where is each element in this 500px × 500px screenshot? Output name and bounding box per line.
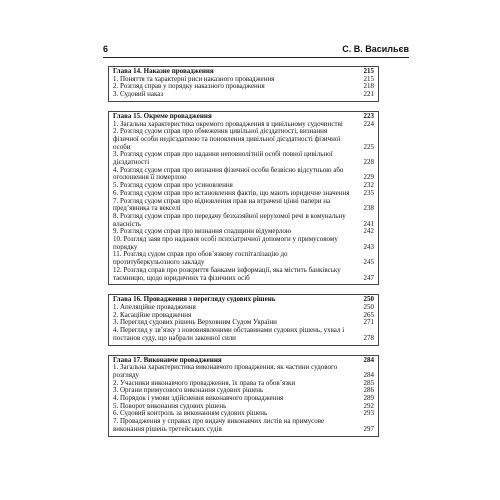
page-ref: 223 xyxy=(363,111,374,120)
toc-entry[interactable] xyxy=(113,267,374,282)
chapter-title: Глава 17. Виконавче провадження xyxy=(113,355,222,364)
chapter-block xyxy=(108,355,379,437)
toc-entry[interactable] xyxy=(113,167,374,182)
page-ref: 289 xyxy=(363,394,374,403)
page-ref: 235 xyxy=(363,188,374,197)
page-ref: 221 xyxy=(363,90,374,99)
page-ref: 292 xyxy=(363,401,374,410)
chapter-block xyxy=(108,66,379,102)
chapter-title: Глава 15. Окреме провадження xyxy=(113,111,212,120)
page-ref: 228 xyxy=(363,158,374,167)
page-ref: 278 xyxy=(363,333,374,342)
entry-text: 2. Учасники виконавчого провадження, їх права та обов’язки xyxy=(113,378,296,387)
page-ref: 271 xyxy=(363,318,374,327)
entry-text: 1. Поняття та характерні риси наказного провадження xyxy=(113,74,275,83)
running-header xyxy=(103,42,409,56)
toc-entry[interactable] xyxy=(113,213,374,228)
toc-entry[interactable] xyxy=(113,128,374,151)
page-ref: 238 xyxy=(363,204,374,213)
entry-text: 11. Розгляд судом справ про обов’язкову госпіталізацію до протитуберкульозного закладу xyxy=(113,250,288,267)
header-rule xyxy=(103,57,409,58)
page-ref: 250 xyxy=(363,302,374,311)
page-ref: 241 xyxy=(363,219,374,228)
entry-text: 5. Поворот виконання судових рішень xyxy=(113,401,227,410)
toc-entry[interactable] xyxy=(113,151,374,166)
entry-text: 9. Розгляд судом справ про визнання спадщини відумерлою xyxy=(113,227,292,236)
chapter-title: Глава 16. Провадження з перегляду судових рішень xyxy=(113,295,276,304)
entry-text: 4. Розгляд судом справ про визнання фізичної особи безвісно відсутньою або оголошення її померлою xyxy=(113,165,344,182)
page-ref: 284 xyxy=(363,355,374,364)
toc-entry[interactable] xyxy=(113,91,374,99)
toc-entry[interactable] xyxy=(113,364,374,379)
entry-text: 1. Загальна характеристика виконавчого провадження, як частини судового розгляду xyxy=(113,363,338,379)
chapter-block xyxy=(108,111,379,285)
entry-text: 2. Касаційне провадження xyxy=(113,310,192,319)
table-of-contents xyxy=(108,66,379,446)
page-number: 6 xyxy=(103,44,109,54)
entry-text: 7. Провадження у справах про видачу виконавчих листів на примусове виконання рішень третейських судів xyxy=(113,417,325,433)
entry-text: 5. Розгляд судом справ про усиновлення xyxy=(113,181,233,190)
entry-text: 2. Розгляд судом справ про обмеження цивільної дієздатності, визнання фізичної особи недієздатною та поновлення цивільної дієздатності фізичної особи xyxy=(113,127,341,151)
toc-entry[interactable] xyxy=(113,198,374,213)
page-ref: 247 xyxy=(363,273,374,282)
page-ref: 242 xyxy=(363,227,374,236)
entry-text: 6. Розгляд судом справ про встановлення фактів, що мають юридичне значення xyxy=(113,188,350,197)
page-ref: 215 xyxy=(363,74,374,83)
entry-text: 3. Перегляд судових рішень Верховним Судом України xyxy=(113,318,277,327)
entry-text: 8. Розгляд судом справ про передачу безхазяйної нерухомої речі в комунальну власність xyxy=(113,211,346,228)
entry-text: 1. Апеляційне провадження xyxy=(113,302,196,311)
page-ref: 218 xyxy=(363,82,374,91)
chapter-block xyxy=(108,294,379,345)
page-ref: 243 xyxy=(363,242,374,251)
entry-text: 2. Розгляд справ у порядку наказного провадження xyxy=(113,82,265,91)
entry-text: 3. Розгляд судом справ про надання неповнолітній особі повної цивільної дієздатності xyxy=(113,150,333,167)
page-ref: 229 xyxy=(363,173,374,182)
entry-text: 1. Загальна характеристика окремого провадження в цивільному судочинстві xyxy=(113,119,343,128)
page-ref: 225 xyxy=(363,142,374,151)
page-ref: 215 xyxy=(363,67,374,75)
page-ref: 232 xyxy=(363,181,374,190)
entry-text: 6. Судовий контроль за виконанням судових рішень xyxy=(113,409,268,418)
entry-text: 4. Порядок і умови здійснення виконавчого провадження xyxy=(113,394,284,403)
page-ref: 293 xyxy=(363,409,374,418)
entry-text: 10. Розгляд заяв про надання особі психіатричної допомоги у примусовому порядку xyxy=(113,235,338,251)
entry-text: 4. Перегляд у зв’язку з нововиявленими обставинами судових рішень, ухвал і постанов суду, що набрали законної сили xyxy=(113,326,345,342)
toc-entry[interactable] xyxy=(113,251,374,266)
entry-text: 12. Розгляд справ про розкриття банками інформації, яка містить банківську таємницю, щодо юридичних та фізичних осіб xyxy=(113,265,341,282)
page-ref: 286 xyxy=(363,386,374,395)
page-ref: 297 xyxy=(363,424,374,433)
page-ref: 245 xyxy=(363,258,374,267)
toc-entry[interactable] xyxy=(113,327,374,342)
page-ref: 285 xyxy=(363,378,374,387)
toc-entry[interactable] xyxy=(113,418,374,433)
entry-text: 7. Розгляд судом справ про відновлення прав на втрачені цінні папери на пред’явника та векселі xyxy=(113,196,331,213)
page-ref: 250 xyxy=(363,295,374,304)
chapter-title: Глава 14. Наказне провадження xyxy=(113,67,214,75)
page-ref: 224 xyxy=(363,119,374,128)
page-ref: 265 xyxy=(363,310,374,319)
author-name: С. В. Васильєв xyxy=(342,44,409,54)
entry-text: 3. Судовий наказ xyxy=(113,90,164,99)
toc-entry[interactable] xyxy=(113,236,374,251)
entry-text: 3. Органи примусового виконання судових рішень xyxy=(113,386,264,395)
page-ref: 284 xyxy=(363,370,374,379)
